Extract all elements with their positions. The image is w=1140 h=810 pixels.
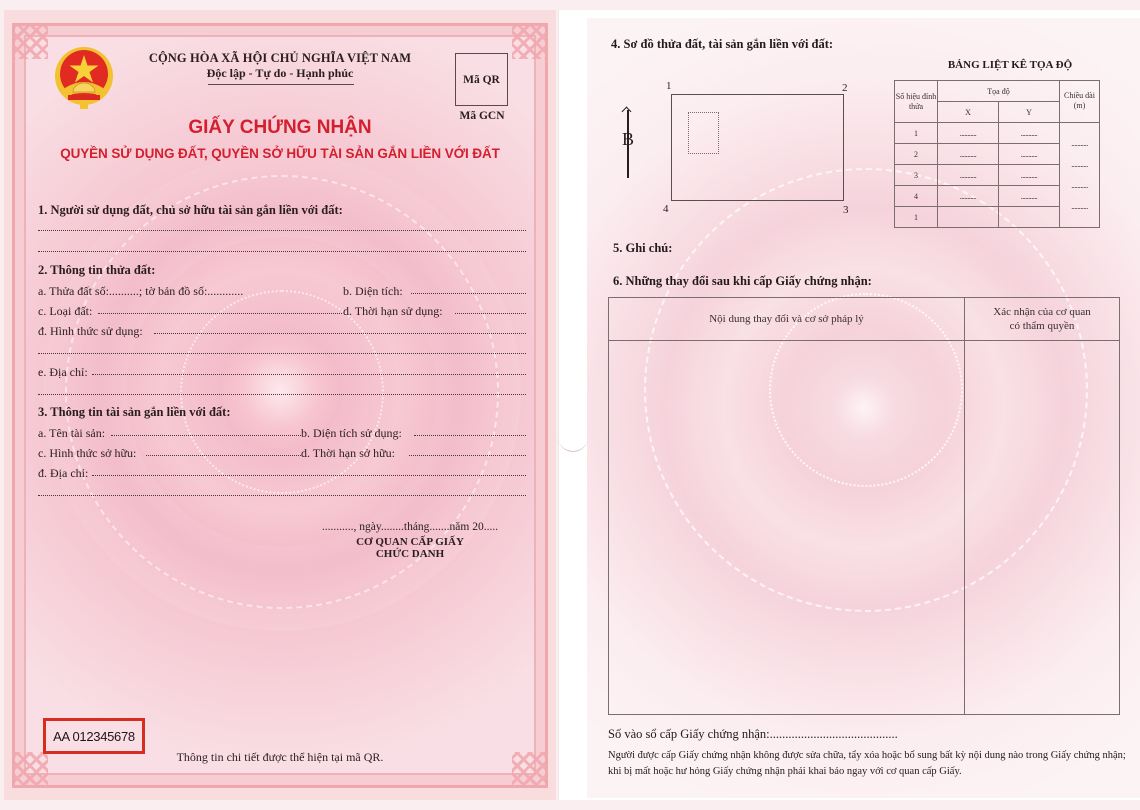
land-type-label: c. Loại đất:: [38, 304, 93, 318]
coordinate-table-title: BẢNG LIỆT KÊ TỌA ĐỘ: [947, 59, 1073, 71]
fill-line: [111, 435, 301, 436]
authority-confirmation-header: [965, 298, 1120, 341]
fill-line: [38, 251, 526, 252]
point-header: Số hiệu đỉnh thửa: [895, 81, 938, 123]
serial-number: AA 012345678: [53, 728, 135, 744]
asset-name-label: a. Tên tài sản:: [38, 426, 106, 440]
vertex-label: 2: [842, 82, 848, 94]
y-cell: [999, 207, 1060, 228]
issuer-label: CƠ QUAN CẤP GIẤY: [356, 536, 464, 548]
section-2-heading: 2. Thông tin thửa đất:: [38, 263, 156, 277]
asset-address-label: đ. Địa chỉ:: [38, 466, 89, 480]
point-cell: 1: [895, 123, 938, 144]
y-cell: ...........: [999, 123, 1060, 144]
corner-ornament-icon: [12, 23, 48, 59]
fill-line: [38, 230, 526, 231]
corner-ornament-icon: [12, 752, 48, 788]
fill-line: [98, 313, 342, 314]
usable-area-label: b. Diện tích sử dụng:: [301, 426, 402, 440]
vertex-label: 4: [663, 203, 669, 215]
section-1-heading: 1. Người sử dụng đất, chủ sở hữu tài sản gắn liền với đất:: [38, 203, 343, 217]
certificate-title: GIẤY CHỨNG NHẬN: [188, 117, 372, 138]
fill-line: [455, 313, 526, 314]
building-footprint: [688, 112, 719, 154]
issuing-authority: [310, 536, 510, 560]
fill-line: [38, 394, 526, 395]
north-label: B: [622, 129, 635, 149]
usage-form-label: đ. Hình thức sử dụng:: [38, 324, 143, 338]
y-header: Y: [999, 102, 1060, 123]
change-content-cell: [609, 341, 965, 715]
ownership-form-label: c. Hình thức sở hữu:: [38, 446, 137, 460]
parcel-number-field: a. Thửa đất số:..........; tờ bản đồ số:............: [38, 284, 244, 298]
ownership-term-label: d. Thời hạn sở hữu:: [301, 446, 395, 460]
national-emblem-icon: [51, 46, 117, 112]
serial-number-box: [43, 718, 145, 754]
y-cell: ...........: [999, 186, 1060, 207]
national-motto: Độc lập - Tự do - Hạnh phúc: [206, 66, 354, 80]
usage-term-label: d. Thời hạn sử dụng:: [343, 304, 443, 318]
fill-line: [154, 333, 526, 334]
fill-line: [411, 293, 526, 294]
fill-line: [38, 495, 526, 496]
table-row: [895, 123, 1100, 144]
x-cell: ...........: [938, 186, 999, 207]
changes-table: [608, 297, 1120, 715]
country-name: CỘNG HÒA XÃ HỘI CHỦ NGHĨA VIỆT NAM: [148, 51, 412, 65]
length-value: ...........: [1071, 202, 1088, 211]
qr-info-note: Thông tin chi tiết được thể hiện tại mã QR.: [176, 750, 384, 764]
point-cell: 4: [895, 186, 938, 207]
coordinate-table: [894, 80, 1100, 228]
length-value: ...........: [1071, 139, 1088, 148]
vertex-label: 3: [843, 204, 849, 216]
section-5-heading: 5. Ghi chú:: [613, 241, 673, 255]
x-header: X: [938, 102, 999, 123]
x-cell: ...........: [938, 165, 999, 186]
fill-line: [92, 475, 526, 476]
corner-ornament-icon: [512, 23, 548, 59]
header-line: Xác nhận của cơ quan: [993, 306, 1091, 318]
qr-code-box: [455, 53, 508, 106]
coord-header: Tọa độ: [938, 81, 1060, 102]
issuer-title: CHỨC DANH: [375, 548, 445, 560]
table-row: [609, 341, 1120, 715]
change-content-header: Nội dung thay đổi và cơ sở pháp lý: [609, 298, 965, 341]
qr-label: Mã QR: [463, 73, 500, 86]
length-value: ...........: [1071, 181, 1088, 190]
section-3-heading: 3. Thông tin tài sản gắn liền với đất:: [38, 405, 231, 419]
confirmation-cell: [965, 341, 1120, 715]
x-cell: ...........: [938, 123, 999, 144]
area-label: b. Diện tích:: [343, 284, 403, 298]
x-cell: ...........: [938, 144, 999, 165]
corner-ornament-icon: [512, 752, 548, 788]
warning-note: Người được cấp Giấy chứng nhận không được sửa chữa, tẩy xóa hoặc bổ sung bất kỳ nội dung nào trong Giấy chứng nhận; khi bị mất hoặc hư hỏng Giấy chứng nhận phải khai báo ngay với cơ quan cấp Giấy.: [608, 750, 1126, 777]
point-cell: 3: [895, 165, 938, 186]
y-cell: ...........: [999, 144, 1060, 165]
certificate-subtitle: QUYỀN SỬ DỤNG ĐẤT, QUYỀN SỞ HỮU TÀI SẢN GẮN LIỀN VỚI ĐẤT: [60, 146, 500, 161]
header-line: có thẩm quyền: [1009, 320, 1075, 332]
issue-date-line: ..........., ngày........tháng.......năm 20.....: [321, 521, 499, 533]
fill-line: [409, 455, 526, 456]
fill-line: [414, 435, 526, 436]
fill-line: [38, 353, 526, 354]
point-cell: 2: [895, 144, 938, 165]
x-cell: [938, 207, 999, 228]
fill-line: [146, 455, 301, 456]
length-value: ...........: [1071, 160, 1088, 169]
section-4-heading: 4. Sơ đồ thửa đất, tài sản gắn liền với đất:: [611, 37, 834, 51]
registry-number-line: Số vào sổ cấp Giấy chứng nhận:.........................................: [608, 727, 898, 741]
gcn-code-label: Mã GCN: [459, 110, 505, 122]
section-6-heading: 6. Những thay đổi sau khi cấp Giấy chứng nhận:: [613, 274, 872, 288]
motto-underline: [208, 84, 354, 85]
length-cell: [1060, 123, 1100, 228]
length-header: Chiều dài (m): [1060, 81, 1100, 123]
vertex-label: 1: [666, 80, 672, 92]
parcel-address-label: e. Địa chỉ:: [38, 365, 88, 379]
point-cell: 1: [895, 207, 938, 228]
fill-line: [92, 374, 526, 375]
y-cell: ...........: [999, 165, 1060, 186]
